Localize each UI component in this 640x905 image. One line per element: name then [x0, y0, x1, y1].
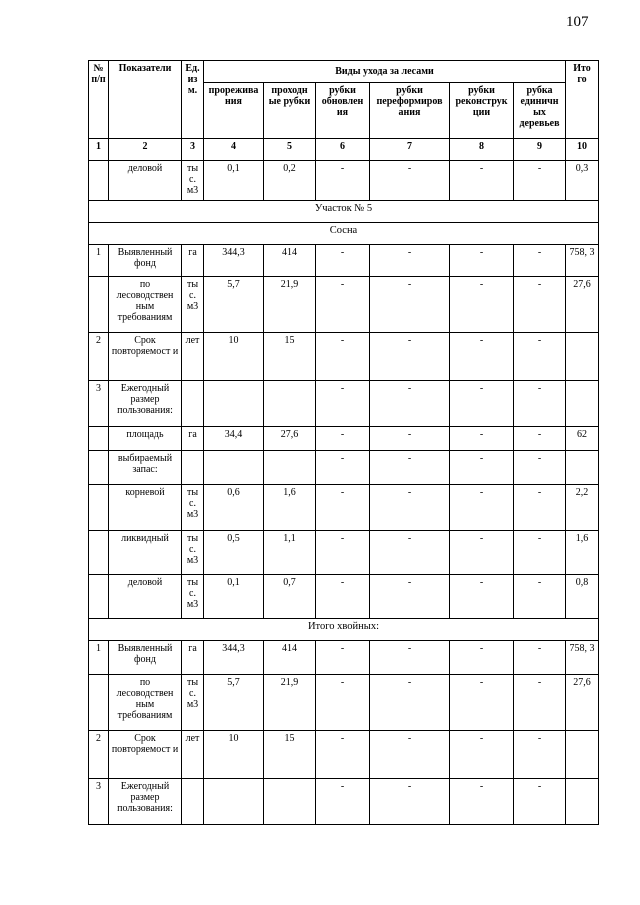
column-number: 4 [204, 139, 264, 161]
column-number: 2 [109, 139, 182, 161]
row-unit: ты с. м3 [182, 277, 204, 333]
row-value: 0,1 [204, 575, 264, 619]
row-value: - [370, 245, 450, 277]
row-value: - [370, 381, 450, 427]
row-value: 414 [264, 245, 316, 277]
row-indicator: Срок повторяемост и [109, 333, 182, 381]
row-indicator: по лесоводствен ным требованиям [109, 675, 182, 731]
row-value: - [450, 531, 514, 575]
row-indicator: Ежегодный размер пользования: [109, 381, 182, 427]
row-number [89, 427, 109, 451]
row-value: 5,7 [204, 277, 264, 333]
row-value: - [450, 451, 514, 485]
header-type: прорежива ния [204, 83, 264, 139]
row-value: - [316, 427, 370, 451]
row-number: 2 [89, 731, 109, 779]
row-value: - [450, 485, 514, 531]
row-value: 15 [264, 731, 316, 779]
row-unit: лет [182, 731, 204, 779]
row-value: - [450, 381, 514, 427]
header-num: № п/п [89, 61, 109, 139]
row-number [89, 485, 109, 531]
header-type: рубки обновлен ия [316, 83, 370, 139]
row-value: 344,3 [204, 245, 264, 277]
row-value [204, 451, 264, 485]
row-number: 1 [89, 641, 109, 675]
row-number: 3 [89, 779, 109, 825]
row-value: - [370, 277, 450, 333]
row-value: 0,2 [264, 161, 316, 201]
row-number: 2 [89, 333, 109, 381]
table-row [89, 575, 599, 619]
row-indicator: ликвидный [109, 531, 182, 575]
row-number: 1 [89, 245, 109, 277]
table-row [89, 675, 599, 731]
row-value: 414 [264, 641, 316, 675]
row-value: - [450, 641, 514, 675]
row-value: 34,4 [204, 427, 264, 451]
row-unit: га [182, 427, 204, 451]
row-value: 344,3 [204, 641, 264, 675]
row-value [204, 381, 264, 427]
row-unit [182, 779, 204, 825]
row-value: - [514, 333, 566, 381]
table-row [89, 277, 599, 333]
row-total [566, 333, 599, 381]
row-value: - [514, 245, 566, 277]
table-row [89, 245, 599, 277]
section-header-row [89, 223, 599, 245]
row-value: - [514, 779, 566, 825]
row-value: - [370, 731, 450, 779]
row-value: - [370, 779, 450, 825]
row-total: 0,3 [566, 161, 599, 201]
table-row [89, 427, 599, 451]
row-value: - [514, 381, 566, 427]
table-row [89, 333, 599, 381]
row-value: - [370, 451, 450, 485]
row-unit: лет [182, 333, 204, 381]
column-number: 7 [370, 139, 450, 161]
row-value: - [450, 245, 514, 277]
table-row [89, 641, 599, 675]
row-unit: ты с. м3 [182, 161, 204, 201]
row-number: 3 [89, 381, 109, 427]
row-indicator: Выявленный фонд [109, 641, 182, 675]
column-number: 3 [182, 139, 204, 161]
row-unit: ты с. м3 [182, 575, 204, 619]
row-value: - [316, 485, 370, 531]
row-value: 0,5 [204, 531, 264, 575]
row-indicator: выбираемый запас: [109, 451, 182, 485]
table-row [89, 381, 599, 427]
row-value: - [370, 427, 450, 451]
row-value: - [370, 161, 450, 201]
row-value: 0,7 [264, 575, 316, 619]
row-value: - [316, 451, 370, 485]
row-total [566, 731, 599, 779]
row-value: - [316, 381, 370, 427]
header-type: рубка единичн ых деревьев [514, 83, 566, 139]
row-value: - [450, 333, 514, 381]
row-value [204, 779, 264, 825]
row-number [89, 575, 109, 619]
row-value: - [514, 731, 566, 779]
row-indicator: Срок повторяемост и [109, 731, 182, 779]
row-value: - [514, 531, 566, 575]
row-indicator: деловой [109, 575, 182, 619]
row-value: - [370, 641, 450, 675]
row-value: - [514, 451, 566, 485]
row-unit: ты с. м3 [182, 531, 204, 575]
section-header-row [89, 201, 599, 223]
row-total [566, 451, 599, 485]
row-value: 21,9 [264, 277, 316, 333]
table-row [89, 731, 599, 779]
row-number [89, 675, 109, 731]
row-total [566, 779, 599, 825]
row-indicator: Выявленный фонд [109, 245, 182, 277]
row-indicator: корневой [109, 485, 182, 531]
row-value: - [514, 675, 566, 731]
row-value: - [450, 277, 514, 333]
row-value: - [514, 575, 566, 619]
section-title: Итого хвойных: [89, 619, 599, 641]
row-value: - [316, 531, 370, 575]
table-row [89, 779, 599, 825]
row-value: - [514, 161, 566, 201]
row-value: - [316, 779, 370, 825]
table-row [89, 161, 599, 201]
column-number: 9 [514, 139, 566, 161]
page-number: 107 [566, 14, 589, 30]
row-value: - [316, 277, 370, 333]
section-header-row [89, 619, 599, 641]
table-row [89, 451, 599, 485]
row-value: - [316, 641, 370, 675]
row-value: - [316, 333, 370, 381]
column-number: 6 [316, 139, 370, 161]
row-value: - [450, 675, 514, 731]
row-value: 0,1 [204, 161, 264, 201]
row-value: - [316, 161, 370, 201]
row-total: 27,6 [566, 277, 599, 333]
forest-care-table [88, 60, 599, 825]
row-total: 0,8 [566, 575, 599, 619]
row-total: 62 [566, 427, 599, 451]
row-indicator: деловой [109, 161, 182, 201]
row-value: - [450, 575, 514, 619]
row-total: 2,2 [566, 485, 599, 531]
header-group: Виды ухода за лесами [204, 61, 566, 83]
row-value: - [450, 779, 514, 825]
row-value: - [370, 485, 450, 531]
column-number: 10 [566, 139, 599, 161]
section-title: Участок № 5 [89, 201, 599, 223]
row-value: 27,6 [264, 427, 316, 451]
header-type: рубки переформиров ания [370, 83, 450, 139]
row-value: - [316, 675, 370, 731]
row-number [89, 277, 109, 333]
row-number [89, 531, 109, 575]
row-value: 1,1 [264, 531, 316, 575]
row-value: 10 [204, 731, 264, 779]
row-total [566, 381, 599, 427]
row-number [89, 451, 109, 485]
row-value: - [514, 641, 566, 675]
column-number: 1 [89, 139, 109, 161]
row-value: - [450, 427, 514, 451]
row-value: 10 [204, 333, 264, 381]
section-title: Сосна [89, 223, 599, 245]
row-value: - [450, 731, 514, 779]
column-numbers-row [89, 139, 599, 161]
row-unit [182, 381, 204, 427]
table-row [89, 485, 599, 531]
row-value: - [514, 277, 566, 333]
row-value: - [370, 333, 450, 381]
row-value: - [450, 161, 514, 201]
row-value: 15 [264, 333, 316, 381]
row-indicator: Ежегодный размер пользования: [109, 779, 182, 825]
row-value: - [514, 485, 566, 531]
row-value [264, 779, 316, 825]
table-row [89, 531, 599, 575]
header-unit: Ед. из м. [182, 61, 204, 139]
row-unit [182, 451, 204, 485]
row-value: - [316, 731, 370, 779]
row-value [264, 381, 316, 427]
row-value: - [370, 531, 450, 575]
row-value: 5,7 [204, 675, 264, 731]
header-indicator: Показатели [109, 61, 182, 139]
row-value: 1,6 [264, 485, 316, 531]
row-value [264, 451, 316, 485]
row-value: - [316, 575, 370, 619]
row-total: 758, 3 [566, 245, 599, 277]
row-value: 0,6 [204, 485, 264, 531]
row-value: 21,9 [264, 675, 316, 731]
header-type: проходн ые рубки [264, 83, 316, 139]
row-total: 27,6 [566, 675, 599, 731]
row-indicator: по лесоводствен ным требованиям [109, 277, 182, 333]
column-number: 5 [264, 139, 316, 161]
row-value: - [514, 427, 566, 451]
row-unit: га [182, 641, 204, 675]
row-unit: ты с. м3 [182, 675, 204, 731]
header-type: рубки реконструк ции [450, 83, 514, 139]
column-number: 8 [450, 139, 514, 161]
header-total: Ито го [566, 61, 599, 139]
row-indicator: площадь [109, 427, 182, 451]
row-total: 1,6 [566, 531, 599, 575]
row-value: - [316, 245, 370, 277]
row-value: - [370, 575, 450, 619]
row-unit: ты с. м3 [182, 485, 204, 531]
row-unit: га [182, 245, 204, 277]
row-number [89, 161, 109, 201]
row-value: - [370, 675, 450, 731]
row-total: 758, 3 [566, 641, 599, 675]
